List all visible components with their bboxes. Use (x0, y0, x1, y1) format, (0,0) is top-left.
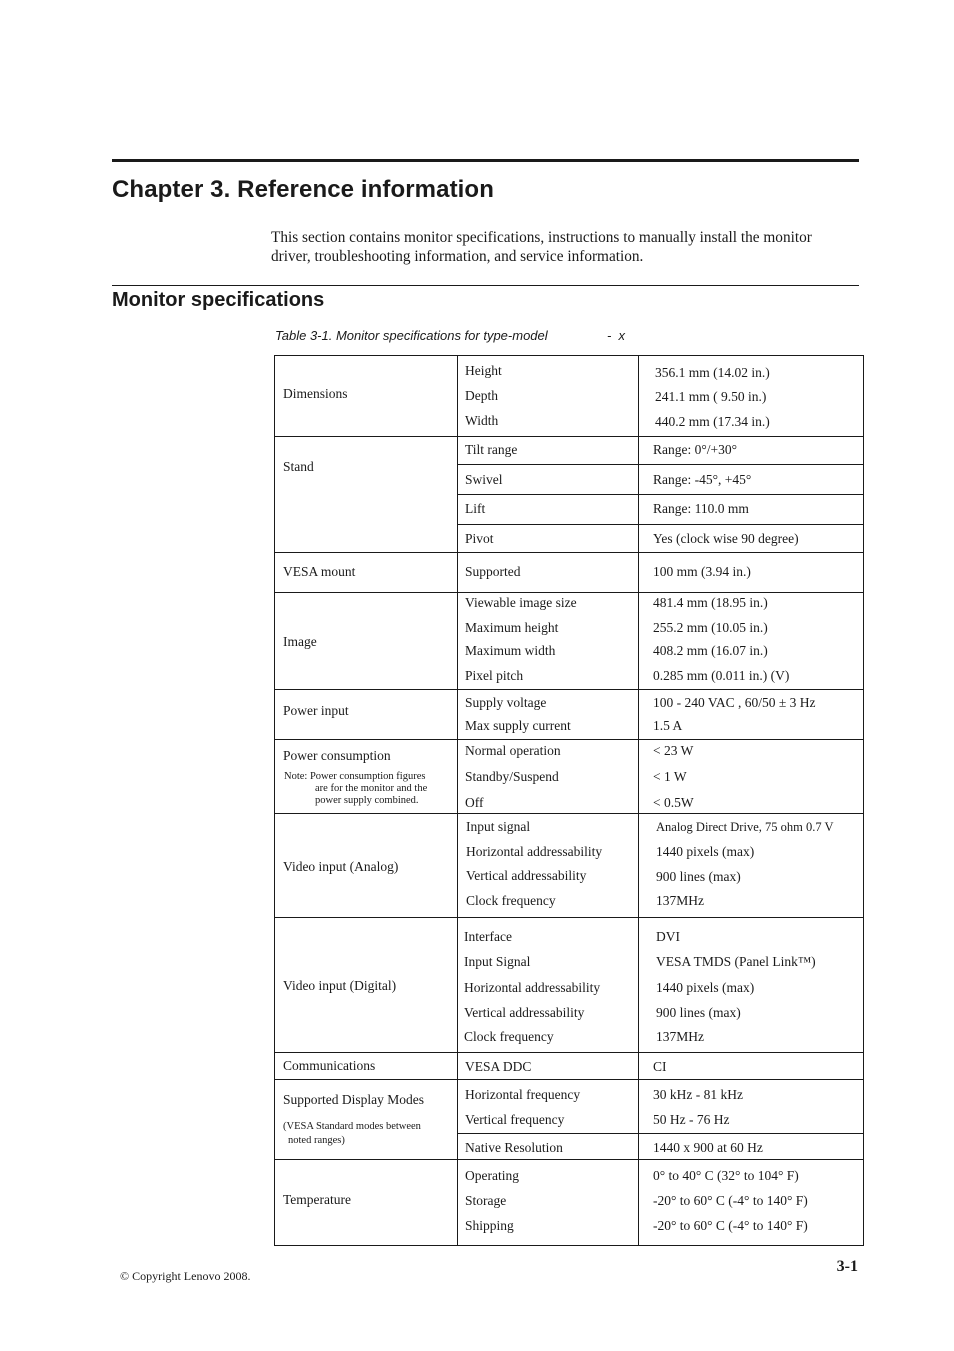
row-divider (275, 1159, 863, 1160)
spec-name: VESA DDC (465, 1059, 532, 1074)
spec-name: Off (465, 795, 484, 810)
spec-value: -20° to 60° C (-4° to 140° F) (653, 1218, 808, 1233)
row-divider (275, 739, 863, 740)
copyright-notice: © Copyright Lenovo 2008. (120, 1269, 251, 1283)
row-divider (275, 1052, 863, 1053)
spec-value: 50 Hz - 76 Hz (653, 1112, 730, 1127)
category-label: Temperature (283, 1192, 352, 1207)
spec-value: 408.2 mm (16.07 in.) (653, 643, 768, 658)
category-label: Video input (Analog) (283, 859, 399, 874)
table-caption-text: Table 3-1. Monitor specifications for type-model (275, 328, 548, 343)
spec-value: 481.4 mm (18.95 in.) (653, 595, 768, 610)
row-divider (457, 1133, 863, 1134)
spec-value: < 23 W (653, 743, 694, 758)
category-label: Stand (283, 459, 314, 474)
spec-value: 137MHz (656, 893, 704, 908)
spec-value: Range: 110.0 mm (653, 501, 749, 516)
section-rule (112, 285, 859, 286)
spec-value: 0.285 mm (0.011 in.) (V) (653, 668, 790, 683)
spec-name: Maximum width (465, 643, 556, 658)
spec-name: Horizontal frequency (465, 1087, 581, 1102)
category-label: Dimensions (283, 386, 348, 401)
spec-name: Interface (464, 929, 512, 944)
spec-name: Supply voltage (465, 695, 547, 710)
spec-value: Range: 0°/+30° (653, 442, 738, 457)
row-divider (457, 524, 863, 525)
spec-name: Storage (465, 1193, 507, 1208)
chapter-rule (112, 159, 859, 162)
spec-name: Vertical addressability (466, 868, 587, 883)
section-title: Monitor specifications (112, 289, 325, 311)
spec-name: Vertical frequency (465, 1112, 565, 1127)
spec-value: 1440 x 900 at 60 Hz (653, 1140, 763, 1155)
category-note: noted ranges) (288, 1135, 345, 1146)
spec-value: 100 - 240 VAC , 60/50 ± 3 Hz (653, 695, 816, 710)
spec-value: 900 lines (max) (656, 1005, 741, 1020)
category-label: Power input (283, 703, 349, 718)
spec-value: 440.2 mm (17.34 in.) (655, 414, 770, 429)
page-number: 3-1 (836, 1258, 858, 1275)
row-divider (275, 592, 863, 593)
spec-value: CI (653, 1059, 667, 1074)
table-divider (457, 356, 458, 1245)
category-note: (VESA Standard modes between (283, 1121, 421, 1132)
spec-value: Analog Direct Drive, 75 ohm 0.7 V (656, 820, 834, 834)
category-note: are for the monitor and the (315, 783, 428, 794)
spec-name: Pixel pitch (465, 668, 524, 683)
spec-value: Yes (clock wise 90 degree) (653, 531, 799, 546)
row-divider (275, 689, 863, 690)
spec-name: Tilt range (465, 442, 518, 457)
row-divider (275, 813, 863, 814)
row-divider (457, 464, 863, 465)
row-divider (457, 494, 863, 495)
category-label: VESA mount (283, 564, 356, 579)
spec-name: Vertical addressability (464, 1005, 585, 1020)
category-label: Power consumption (283, 748, 391, 763)
spec-value: 137MHz (656, 1029, 704, 1044)
spec-value: -20° to 60° C (-4° to 140° F) (653, 1193, 808, 1208)
table-divider (638, 356, 639, 1245)
spec-name: Input signal (466, 819, 531, 834)
table-caption (275, 328, 626, 343)
category-label: Image (283, 634, 317, 649)
spec-name: Supported (465, 564, 521, 579)
category-label: Supported Display Modes (283, 1092, 424, 1107)
spec-name: Pivot (465, 531, 494, 546)
spec-value: DVI (656, 929, 680, 944)
spec-value: 0° to 40° C (32° to 104° F) (653, 1168, 799, 1183)
spec-name: Viewable image size (465, 595, 577, 610)
spec-name: Horizontal addressability (464, 980, 601, 995)
spec-name: Clock frequency (464, 1029, 554, 1044)
spec-value: 356.1 mm (14.02 in.) (655, 365, 770, 380)
spec-name: Width (465, 413, 499, 428)
spec-value: 100 mm (3.94 in.) (653, 564, 751, 579)
chapter-title: Chapter 3. Reference information (112, 176, 494, 203)
spec-name: Standby/Suspend (465, 769, 559, 784)
spec-name: Depth (465, 388, 498, 403)
spec-name: Normal operation (465, 743, 561, 758)
spec-name: Clock frequency (466, 893, 556, 908)
spec-name: Swivel (465, 472, 503, 487)
table-caption-suffix: - x (607, 328, 626, 343)
spec-value: < 1 W (653, 769, 687, 784)
spec-name: Lift (465, 501, 486, 516)
spec-name: Shipping (465, 1218, 514, 1233)
spec-table (274, 355, 864, 1246)
spec-name: Operating (465, 1168, 519, 1183)
spec-value: < 0.5W (653, 795, 694, 810)
spec-value: 30 kHz - 81 kHz (653, 1087, 743, 1102)
spec-value: 1440 pixels (max) (656, 980, 755, 995)
spec-value: 1.5 A (653, 718, 683, 733)
spec-name: Max supply current (465, 718, 571, 733)
spec-name: Maximum height (465, 620, 559, 635)
spec-name: Horizontal addressability (466, 844, 603, 859)
spec-value: VESA TMDS (Panel Link™) (656, 954, 816, 969)
row-divider (275, 1079, 863, 1080)
row-divider (275, 917, 863, 918)
spec-value: 255.2 mm (10.05 in.) (653, 620, 768, 635)
spec-value: 241.1 mm ( 9.50 in.) (655, 389, 767, 404)
category-label: Communications (283, 1058, 376, 1073)
category-note: power supply combined. (315, 795, 419, 806)
category-label: Video input (Digital) (283, 978, 397, 993)
spec-name: Native Resolution (465, 1140, 563, 1155)
spec-value: Range: -45°, +45° (653, 472, 752, 487)
spec-name: Height (465, 363, 502, 378)
intro-paragraph: This section contains monitor specifications, instructions to manually install the monitor driver, troubleshooting information, and service information. (271, 229, 812, 265)
row-divider (275, 436, 863, 437)
spec-value: 1440 pixels (max) (656, 844, 755, 859)
spec-value: 900 lines (max) (656, 869, 741, 884)
row-divider (275, 552, 863, 553)
category-note: Note: Power consumption figures (284, 771, 426, 782)
spec-name: Input Signal (464, 954, 531, 969)
